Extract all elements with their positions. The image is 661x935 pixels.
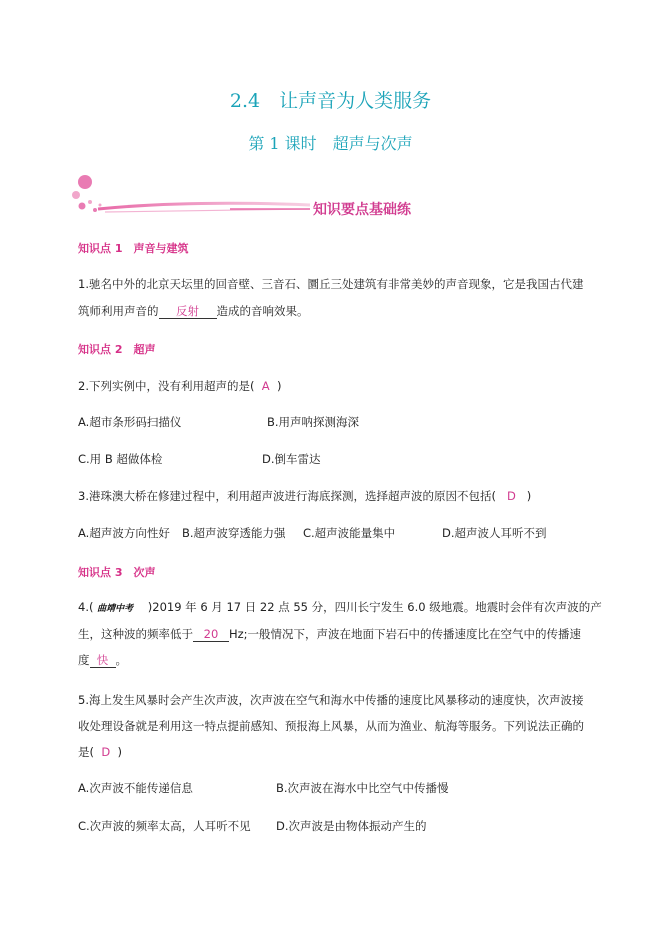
page-subtitle: 第 1 课时 超声与次声 xyxy=(248,134,413,153)
q3-option-b: B.超声波穿透能力强 xyxy=(182,526,286,540)
q3-option-d: D.超声波人耳听不到 xyxy=(442,526,547,540)
q5-option-c: C.次声波的频率太高，人耳听不见 xyxy=(78,819,251,833)
q2-option-a: A.超市条形码扫描仪 xyxy=(78,415,182,429)
q5-option-a: A.次声波不能传递信息 xyxy=(78,781,193,795)
section-banner-title: 知识要点基础练 xyxy=(313,202,411,218)
q2-stem: 2.下列实例中，没有利用超声的是( A ) xyxy=(78,379,282,393)
q3-option-a: A.超声波方向性好 xyxy=(78,526,170,540)
knowledge-point-2: 知识点 2 超声 xyxy=(78,343,156,356)
page-title: 2.4 让声音为人类服务 xyxy=(229,90,432,112)
q5-option-b: B.次声波在海水中比空气中传播慢 xyxy=(276,781,449,795)
q1-answer: 反射 xyxy=(159,304,217,319)
q4-answer-2: 快 xyxy=(90,653,116,668)
q5-line2: 收处理设备就是利用这一特点提前感知、预报海上风暴，从而为渔业、航海等服务。下列说法正确的 xyxy=(78,719,584,733)
q4-line2: 生，这种波的频率低于 20 Hz;一般情况下，声波在地面下岩石中的传播速度比在空气中的传播速 xyxy=(78,627,582,641)
q2-option-c: C.用 B 超做体检 xyxy=(78,452,163,466)
q5-line1: 5.海上发生风暴时会产生次声波，次声波在空气和海水中传播的速度比风暴移动的速度快，次声波接 xyxy=(78,693,584,707)
q5-option-d: D.次声波是由物体振动产生的 xyxy=(276,819,427,833)
q4-line1: 4.( 曲靖中考 )2019 年 6 月 17 日 22 点 55 分，四川长宁发生 6.0 级地震。地震时会伴有次声波的产 xyxy=(78,600,602,614)
q3-answer: D xyxy=(506,489,516,503)
q1-line2: 筑师利用声音的 反射 造成的音响效果。 xyxy=(78,304,309,318)
q5-answer: D xyxy=(101,745,111,759)
q4-line3: 度 快 。 xyxy=(78,653,127,667)
q4-source-tag: 曲靖中考 xyxy=(97,604,134,614)
knowledge-point-3: 知识点 3 次声 xyxy=(78,566,156,579)
q4-answer-1: 20 xyxy=(193,627,229,642)
q3-stem: 3.港珠澳大桥在修建过程中，利用超声波进行海底探测，选择超声波的原因不包括( D ) xyxy=(78,489,532,503)
q2-option-b: B.用声呐探测海深 xyxy=(267,415,360,429)
knowledge-point-1: 知识点 1 声音与建筑 xyxy=(78,242,189,255)
q1-line1: 1.驰名中外的北京天坛里的回音壁、三音石、圜丘三处建筑有非常美妙的声音现象，它是我国古代建 xyxy=(78,277,584,291)
q5-line3: 是( D ) xyxy=(78,745,122,759)
q2-answer: A xyxy=(261,379,270,393)
q3-option-c: C.超声波能量集中 xyxy=(303,526,396,540)
q2-option-d: D.倒车雷达 xyxy=(262,452,321,466)
